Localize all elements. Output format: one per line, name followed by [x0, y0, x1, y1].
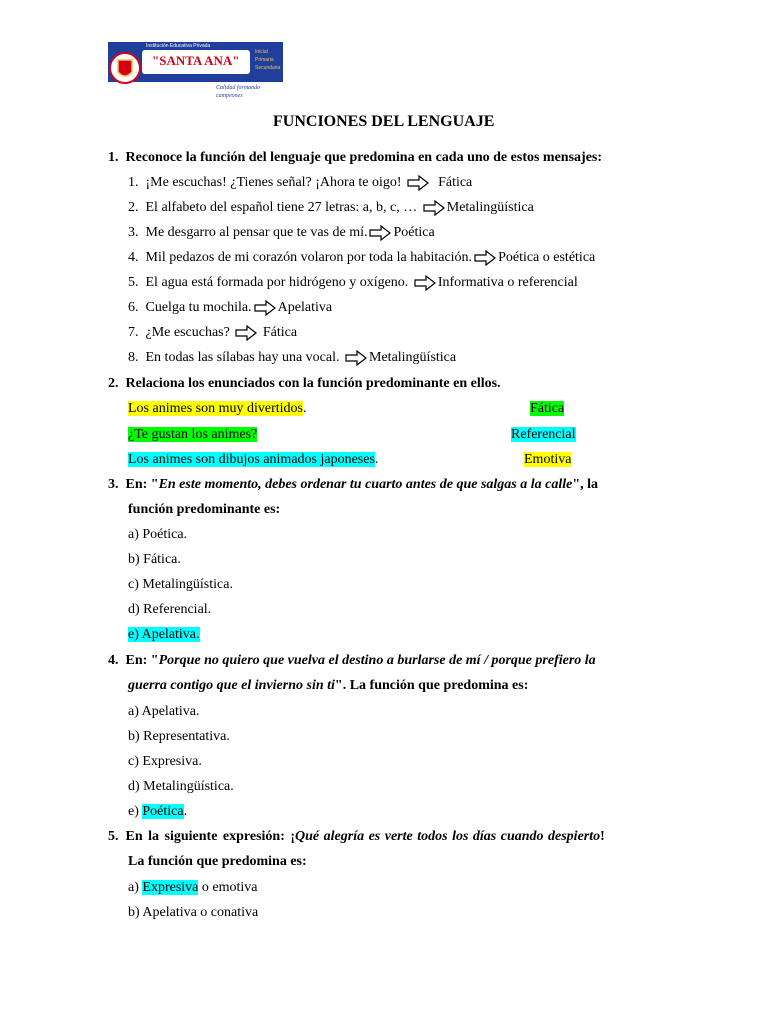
- item-text: El agua está formada por hidrógeno y oxígeno.: [145, 275, 409, 290]
- q2-function-2: [511, 426, 576, 444]
- item-answer: Metalingüística: [446, 200, 534, 215]
- arrow-right-icon: [254, 300, 276, 316]
- q4-line2: [128, 677, 528, 695]
- arrow-right-icon: [414, 275, 436, 291]
- item-answer: Fática: [262, 325, 298, 340]
- logo-school-name: "SANTA ANA": [152, 53, 240, 68]
- statement-text: Los animes son dibujos animados japoneses: [128, 452, 375, 467]
- q4-number: 4.: [108, 653, 119, 668]
- q1-item-7: [128, 324, 297, 342]
- q5-quote: Qué alegría es verte todos los días cuando despierto: [295, 829, 601, 844]
- item-text: ¿Me escuchas?: [145, 325, 230, 340]
- q3-option-a: a) Poética.: [128, 527, 188, 542]
- q4-lead: En: ": [125, 653, 159, 668]
- arrow-right-icon: [345, 350, 367, 366]
- arrow-right-icon: [369, 225, 391, 241]
- q1-item-3: [128, 224, 435, 242]
- item-text: Mil pedazos de mi corazón volaron por toda la habitación.: [145, 250, 473, 265]
- q4-answer: Poética: [142, 804, 184, 819]
- q2-statement-2: [128, 426, 257, 444]
- arrow-right-icon: [235, 325, 257, 341]
- item-answer: Metalingüística: [369, 350, 457, 365]
- item-answer: Poética: [393, 225, 435, 240]
- q5-option-a-suffix: o emotiva: [198, 880, 258, 895]
- function-text: Referencial: [511, 427, 576, 442]
- q2-heading: [108, 375, 501, 393]
- item-number: 8.: [128, 350, 139, 365]
- q2-number: 2.: [108, 376, 119, 391]
- statement-text: Los animes son muy divertidos: [128, 401, 303, 416]
- logo-level-secundaria: Secundaria: [255, 65, 281, 71]
- arrow-right-icon: [474, 250, 496, 266]
- q4-trail: ". La función que predomina es:: [334, 678, 529, 693]
- page-title: FUNCIONES DEL LENGUAJE: [273, 113, 495, 130]
- q4-option-e: [128, 803, 187, 821]
- q1-item-8: [128, 349, 456, 367]
- q3-option-e: [128, 626, 200, 644]
- logo-level-inicial: Inicial: [255, 49, 268, 55]
- q4-option-a: a) Apelativa.: [128, 704, 200, 719]
- q3-line2: función predominante es:: [128, 502, 281, 517]
- q2-statement-1: [128, 400, 307, 418]
- q2-statement-3: [128, 451, 378, 469]
- item-number: 2.: [128, 200, 139, 215]
- item-number: 4.: [128, 250, 139, 265]
- q1-heading: [108, 149, 602, 167]
- item-number: 3.: [128, 225, 139, 240]
- q3-number: 3.: [108, 477, 119, 492]
- q5-option-a-prefix: a): [128, 880, 143, 895]
- q2-prompt: Relaciona los enunciados con la función predominante en ellos.: [125, 376, 501, 391]
- item-text: El alfabeto del español tiene 27 letras: a, b, c, …: [145, 200, 418, 215]
- item-answer: Poética o estética: [498, 250, 596, 265]
- arrow-right-icon: [423, 200, 445, 216]
- q4-answer-suffix: .: [183, 804, 188, 819]
- item-text: Cuelga tu mochila.: [145, 300, 252, 315]
- item-text: En todas las sílabas hay una vocal.: [145, 350, 340, 365]
- q5-number: 5.: [108, 829, 119, 844]
- q5-heading: [108, 828, 605, 846]
- q4-heading: [108, 652, 596, 670]
- q5-option-a: [128, 879, 257, 897]
- item-number: 6.: [128, 300, 139, 315]
- q1-item-6: [128, 299, 332, 317]
- q1-item-1: [128, 174, 472, 192]
- q3-heading: [108, 476, 598, 494]
- q4-option-c: c) Expresiva.: [128, 754, 202, 769]
- q4-quote-2: guerra contigo que el invierno sin ti: [128, 678, 335, 693]
- school-logo: [108, 42, 283, 99]
- item-number: 1.: [128, 175, 139, 190]
- q5-lead: En la siguiente expresión: ¡: [125, 829, 296, 844]
- logo-slogan: Calidad formando campeones: [216, 85, 261, 99]
- q5-option-b: b) Apelativa o conativa: [128, 905, 259, 920]
- q4-quote-1: Porque no quiero que vuelva el destino a burlarse de mí / porque prefiero la: [158, 653, 596, 668]
- q1-item-4: [128, 249, 595, 267]
- statement-tail: .: [303, 401, 307, 416]
- item-number: 7.: [128, 325, 139, 340]
- statement-tail: .: [374, 452, 379, 467]
- q5-line2: La función que predomina es:: [128, 854, 307, 869]
- q3-option-b: b) Fática.: [128, 552, 181, 567]
- function-text: Fática: [530, 401, 565, 416]
- q2-function-3: [524, 451, 571, 469]
- q4-option-b: b) Representativa.: [128, 729, 230, 744]
- q1-item-2: [128, 199, 534, 217]
- q3-lead: En: ": [125, 477, 159, 492]
- item-answer: Apelativa: [277, 300, 333, 315]
- function-text: Emotiva: [524, 452, 572, 467]
- q3-option-c: c) Metalingüística.: [128, 577, 233, 592]
- q3-quote: En este momento, debes ordenar tu cuarto antes de que salgas a la calle: [158, 477, 573, 492]
- q4-option-d: d) Metalingüística.: [128, 779, 234, 794]
- logo-level-primaria: Primaria: [255, 57, 274, 63]
- statement-text: ¿Te gustan los animes?: [128, 427, 258, 442]
- q4-answer-prefix: e): [128, 804, 143, 819]
- item-text: Me desgarro al pensar que te vas de mí.: [145, 225, 368, 240]
- item-answer: Informativa o referencial: [437, 275, 578, 290]
- q5-trail: !: [600, 829, 605, 844]
- arrow-right-icon: [407, 175, 429, 191]
- item-text: ¡Me escuchas! ¿Tienes señal? ¡Ahora te oigo!: [145, 175, 402, 190]
- q1-item-5: [128, 274, 578, 292]
- item-answer: Fática: [438, 175, 473, 190]
- q1-number: 1.: [108, 150, 119, 165]
- q5-answer: Expresiva: [142, 880, 199, 895]
- q2-function-1: [530, 400, 564, 418]
- item-number: 5.: [128, 275, 139, 290]
- q3-answer: e) Apelativa.: [128, 627, 200, 642]
- q3-option-d: d) Referencial.: [128, 602, 212, 617]
- q1-prompt: Reconoce la función del lenguaje que predomina en cada uno de estos mensajes:: [125, 150, 603, 165]
- logo-institution: Institución Educativa Privada: [146, 43, 211, 49]
- q3-trail: ", la: [572, 477, 599, 492]
